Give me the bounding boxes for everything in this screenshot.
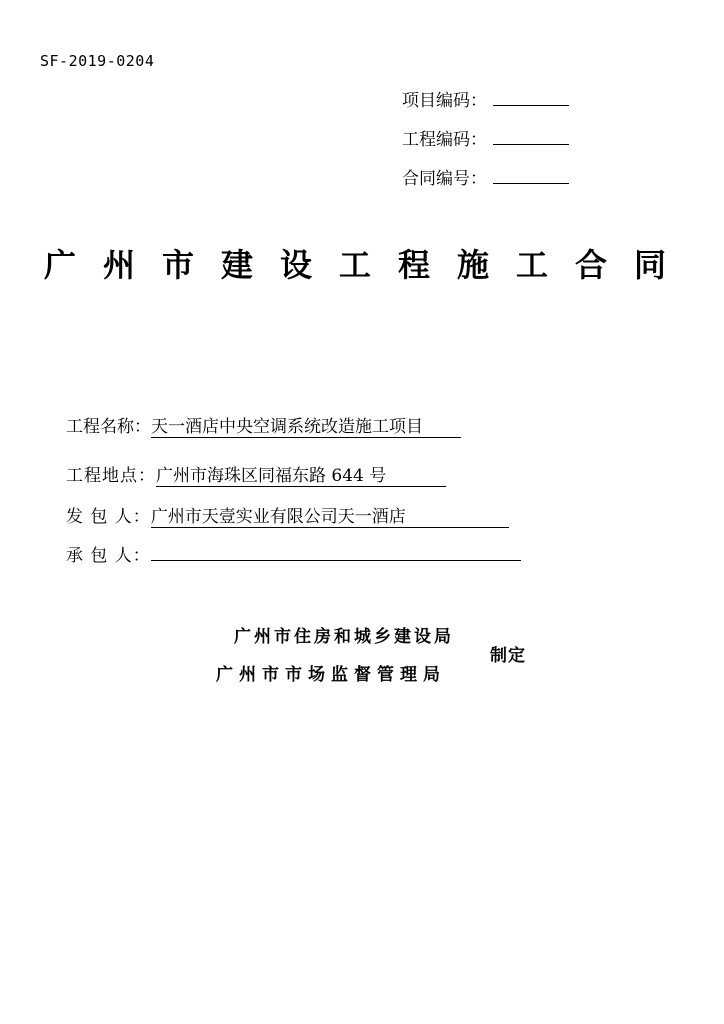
project-location-field [66,461,446,487]
issuer-market-bureau: 广州市市场监督管理局 [216,665,446,685]
contract-number-label: 合同编号： [402,169,487,189]
contractor-label: 承 包 人： [66,546,151,566]
document-title: 广州市建设工程施工合同 [43,246,693,284]
project-location-label: 工程地点： [66,466,156,486]
engineering-number-label: 工程编码： [402,130,487,150]
engineering-number-row [402,125,569,150]
project-number-label: 项目编码： [402,91,487,111]
engineering-number-blank [493,128,569,145]
issuer-made-by: 制定 [490,646,526,666]
contractor-field [66,541,521,566]
employer-label: 发 包 人： [66,507,151,527]
contract-number-blank [493,167,569,184]
employer-value: 广州市天壹实业有限公司天一酒店 [151,502,509,528]
employer-field [66,502,509,528]
document-code: SF-2019-0204 [40,52,155,70]
issuer-housing-bureau: 广州市住房和城乡建设局 [234,627,454,647]
project-name-field [66,412,461,438]
project-number-blank [493,89,569,106]
contractor-value [151,542,521,561]
contract-number-row [402,164,569,189]
project-name-value: 天一酒店中央空调系统改造施工项目 [151,412,461,438]
project-name-label: 工程名称： [66,417,151,437]
project-location-value: 广州市海珠区同福东路 644 号 [156,461,446,487]
project-number-row [402,86,569,111]
